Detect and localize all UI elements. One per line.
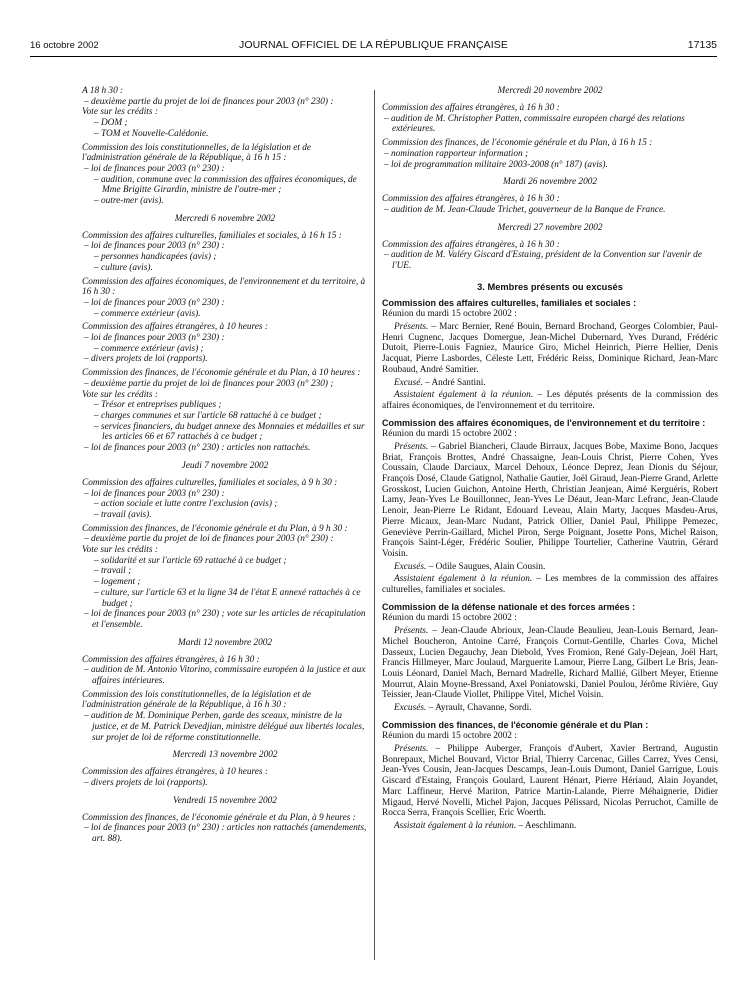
- agenda-line: – audition, commune avec la commission des affaires économiques, de Mme Brigitte Girardin, ministre de l'outre-mer ;: [94, 174, 357, 196]
- date-heading: Vendredi 15 novembre 2002: [173, 795, 277, 806]
- excused-list: – Odile Saugues, Alain Cousin.: [426, 561, 546, 572]
- excused-paragraph: [382, 378, 718, 389]
- agenda-line: – culture (avis).: [94, 262, 153, 273]
- present-list: – Gabriel Biancheri, Claude Birraux, Jacques Bobe, Maxime Bono, Jacques Briat, François Brottes, André Chassaigne, Jean-Louis Christ, Pierre Cohen, Yves Coussain, Claude Darciaux, Marcel Dehoux, Léonce Deprez, Jean Dionis du Séjour, François Dosé, Claude Gatignol, Nathalie Gautier, Joël Giraud, Jean-Pierre Grand, Arlette Grosskost, Lucien Guichon, Antoine Herth, Christian Jeanjean, Aimé Kerguéris, Robert Lamy, Jean-Yves Le Bouillonnec, Jean-Yves Le Déaut, Jean-Marc Lefranc, Jean-Claude Lenoir, Jean-Pierre Le Ridant, Edouard Leveau, Alain Marty, Jacques Masdeu-Arus, Pierre Micaux, Jean-Marc Nudant, Patrick Ollier, Daniel Paul, Philippe Pemezec, Geneviève Perrin-Gaillard, Michel Piron, Serge Poignant, Josette Pons, Michel Raison, François Saint-Léger, Frédéric Soulier, Philippe Tourtelier, Catherine Vautrin, Gérard Voisin.: [382, 441, 718, 559]
- meeting-date: Réunion du mardi 15 octobre 2002 :: [382, 731, 517, 742]
- present-paragraph: [382, 626, 718, 701]
- agenda-line: – loi de finances pour 2003 (n° 230) : articles non rattachés.: [84, 443, 311, 454]
- agenda-line: – commerce extérieur (avis) ;: [94, 343, 204, 354]
- journal-title: JOURNAL OFFICIEL DE LA RÉPUBLIQUE FRANÇAISE: [239, 39, 508, 51]
- agenda-line: Commission des finances, de l'économie générale et du Plan, à 9 h 30 :: [82, 523, 348, 534]
- committee-heading: Commission des finances, de l'économie générale et du Plan :: [382, 719, 649, 730]
- agenda-line: Commission des affaires culturelles, familiales et sociales, à 16 h 15 :: [82, 230, 342, 241]
- present-list: – Jean-Claude Abrioux, Jean-Claude Beaulieu, Jean-Louis Bernard, Jean-Michel Boucheron, Antoine Carré, François Cornut-Gentille, Charles Cova, Michel Dasseux, Lucien Degauchy, Jean Diebold, Yves Fromion, René Galy-Dejean, Joël Hart, Francis Hillmeyer, Marc Joulaud, Marguerite Lamour, Pierre Lang, Gilbert Le Bris, Jean-Louis Léonard, Daniel Mach, Bernard Madrelle, Richard Mallié, Gilbert Meyer, Etienne Mourrut, Alain Moyne-Bressand, Axel Poniatowski, Daniel Poulou, Jérôme Rivière, Guy Teissier, Jean-Claude Viollet, Philippe Vitel, Michel Voisin.: [382, 626, 718, 701]
- agenda-line: – audition de M. Valéry Giscard d'Estaing, président de la Convention sur l'avenir de l'UE.: [384, 250, 702, 272]
- committee-attendance: [382, 418, 718, 596]
- agenda-line: Commission des finances, de l'économie générale et du Plan, à 16 h 15 :: [382, 138, 653, 149]
- excused-paragraph: [382, 562, 718, 573]
- agenda-line: – services financiers, du budget annexe des Monnaies et médailles et sur les articles 66 et 67 rattachés à ce budget ;: [94, 421, 365, 443]
- agenda-line: Commission des affaires culturelles, familiales et sociales, à 9 h 30 :: [82, 477, 338, 488]
- agenda-line: – personnes handicapées (avis) ;: [94, 252, 217, 263]
- agenda-line: – action sociale et lutte contre l'exclusion (avis) ;: [94, 499, 278, 510]
- committee-heading: Commission des affaires économiques, de l'environnement et du territoire :: [382, 417, 706, 428]
- agenda-line: Vote sur les crédits :: [82, 389, 158, 400]
- present-list: – Philippe Auberger, François d'Aubert, Xavier Bertrand, Augustin Bonrepaux, Michel Bouvard, Victor Brial, Thierry Carcenac, Gilles Carrez, Yves Censi, Jean-Yves Cousin, Jean-Jacques Descamps, Jean-Louis Dumont, Daniel Garrigue, Louis Giscard d'Estaing, François Goulard, Laurent Hénart, Pierre Hériaud, Alain Joyandet, Marc Laffineur, Hervé Mariton, Patrice Martin-Lalande, Pierre Méhaignerie, Didier Migaud, Hervé Novelli, Michel Pajon, Jacques Pélissard, Nicolas Perruchot, Camille de Rocca Serra, François Scellier, Eric Woerth.: [382, 744, 718, 819]
- present-paragraph: [382, 744, 718, 819]
- agenda-line: – loi de programmation militaire 2003-2008 (n° 187) (avis).: [384, 159, 608, 170]
- agenda-line: – loi de finances pour 2003 (n° 230) :: [84, 488, 225, 499]
- date-heading: Mardi 26 novembre 2002: [502, 177, 598, 188]
- agenda-line: Commission des affaires étrangères, à 16 h 30 :: [382, 103, 560, 113]
- agenda-line: Commission des affaires étrangères, à 16 h 30 :: [82, 654, 260, 665]
- excused-label: Excusés.: [394, 703, 427, 714]
- agenda-line: – divers projets de loi (rapports).: [84, 777, 208, 788]
- agenda-line: – audition de M. Antonio Vitorino, commissaire européen à la justice et aux affaires intérieures.: [84, 665, 366, 687]
- agenda-line: – culture, sur l'article 63 et la ligne 34 de l'état E annexé rattachés à ce budget ;: [94, 587, 361, 609]
- also-present-paragraph: [382, 574, 718, 595]
- committee-attendance: [382, 298, 718, 412]
- present-label: Présents.: [394, 744, 429, 755]
- present-paragraph: [382, 322, 718, 376]
- agenda-line: A 18 h 30 :: [82, 86, 124, 96]
- page-number: 17135: [687, 39, 717, 51]
- excused-paragraph: [382, 703, 718, 714]
- date-heading: Mercredi 6 novembre 2002: [174, 213, 276, 224]
- agenda-line: – deuxième partie du projet de loi de finances pour 2003 (n° 230) ;: [84, 378, 334, 389]
- date-heading: Mercredi 27 novembre 2002: [497, 222, 603, 233]
- agenda-line: – logement ;: [94, 577, 141, 588]
- excused-label: Excusés.: [394, 561, 427, 572]
- date-heading: Mercredi 13 novembre 2002: [172, 750, 278, 761]
- meeting-date: Réunion du mardi 15 octobre 2002 :: [382, 309, 517, 320]
- agenda-line: – travail (avis).: [94, 509, 152, 520]
- present-label: Présents.: [394, 322, 429, 333]
- meeting-date: Réunion du mardi 15 octobre 2002 :: [382, 429, 517, 440]
- agenda-block: [82, 231, 368, 274]
- agenda-line: – commerce extérieur (avis).: [94, 308, 201, 319]
- agenda-line: – loi de finances pour 2003 (n° 230) :: [84, 163, 225, 174]
- agenda-line: Commission des finances, de l'économie générale et du Plan, à 9 heures :: [82, 812, 356, 823]
- committee-heading: Commission de la défense nationale et des forces armées :: [382, 601, 636, 612]
- agenda-block: [382, 194, 718, 215]
- agenda-line: Commission des affaires étrangères, à 16 h 30 :: [382, 239, 560, 250]
- agenda-line: – nomination rapporteur information ;: [384, 148, 529, 159]
- agenda-block: [82, 86, 368, 140]
- agenda-line: Vote sur les crédits :: [82, 545, 158, 556]
- also-present-paragraph: [382, 390, 718, 411]
- also-present-text: – Les députés présents de la commission des affaires économiques, de l'environnement et du territoire.: [382, 390, 719, 411]
- excused-list: – André Santini.: [422, 377, 486, 388]
- agenda-line: – charges communes et sur l'article 68 rattaché à ce budget ;: [94, 410, 322, 421]
- also-present-label: Assistaient également à la réunion.: [394, 390, 534, 401]
- agenda-line: Commission des affaires étrangères, à 10 heures :: [82, 322, 268, 333]
- date-heading: Jeudi 7 novembre 2002: [181, 460, 269, 471]
- agenda-line: – deuxième partie du projet de loi de finances pour 2003 (n° 230) :: [84, 534, 334, 545]
- page-header: [30, 38, 717, 57]
- agenda-line: – audition de M. Dominique Perben, garde des sceaux, ministre de la justice, et de M. Patrick Devedjian, ministre délégué aux libertés locales, sur projet de loi de réforme constitutionnelle.: [84, 711, 365, 743]
- agenda-block: [82, 767, 368, 788]
- left-column: [82, 86, 368, 848]
- date-heading: Mercredi 20 novembre 2002: [497, 86, 603, 96]
- also-present-text: – Aeschlimann.: [516, 820, 577, 831]
- agenda-block: [82, 368, 368, 454]
- agenda-line: – TOM et Nouvelle-Calédonie.: [94, 128, 209, 139]
- present-label: Présents.: [394, 441, 429, 452]
- agenda-line: – audition de M. Christopher Patten, commissaire européen chargé des relations extérieures.: [384, 113, 685, 135]
- agenda-block: [382, 138, 718, 170]
- agenda-block: [82, 655, 368, 687]
- section-title: 3. Membres présents ou excusés: [477, 281, 623, 292]
- header-date: 16 octobre 2002: [30, 40, 99, 51]
- committee-heading: Commission des affaires culturelles, familiales et sociales :: [382, 297, 637, 308]
- agenda-line: – DOM ;: [94, 118, 128, 129]
- agenda-line: Commission des affaires étrangères, à 10 heures :: [82, 767, 268, 778]
- agenda-line: – divers projets de loi (rapports).: [84, 354, 208, 365]
- agenda-line: Commission des lois constitutionnelles, de la législation et de l'administration générale de la République, à 16 h 30 :: [82, 689, 312, 711]
- agenda-block: [382, 103, 718, 135]
- agenda-line: – travail ;: [94, 566, 132, 577]
- present-list: – Marc Bernier, René Bouin, Bernard Brochand, Georges Colombier, Paul-Henri Cugnenc, Jacques Domergue, Jean-Michel Dubernard, Yves Durand, Frédéric Dutoit, Pierre-Louis Fagniez, Maurice Giro, Michel Heinrich, Pierre Hellier, Denis Jacquat, Pierre Lasbordes, Céleste Lett, Frédéric Reiss, Dominique Richard, Jean-Marc Roubaud, André Samitier.: [382, 322, 718, 375]
- agenda-line: – loi de finances pour 2003 (n° 230) :: [84, 297, 225, 308]
- agenda-block: [82, 478, 368, 521]
- committee-attendance: [382, 720, 718, 832]
- agenda-block: [82, 690, 368, 744]
- excused-label: Excusé.: [394, 377, 423, 388]
- agenda-line: Commission des lois constitutionnelles, de la législation et de l'administration générale de la République, à 16 h 15 :: [82, 142, 312, 164]
- agenda-block: [82, 524, 368, 631]
- agenda-block: [82, 143, 368, 207]
- agenda-line: – deuxième partie du projet de loi de finances pour 2003 (n° 230) :: [84, 96, 334, 107]
- present-paragraph: [382, 442, 718, 560]
- also-present-text: – Les membres de la commission des affaires culturelles, familiales et sociales.: [382, 574, 718, 596]
- right-column: [382, 86, 718, 834]
- column-divider: [374, 90, 375, 960]
- meeting-date: Réunion du mardi 15 octobre 2002 :: [382, 613, 517, 624]
- excused-list: – Ayrault, Chavanne, Sordi.: [426, 703, 532, 714]
- present-label: Présents.: [394, 626, 429, 637]
- agenda-line: – outre-mer (avis).: [94, 196, 164, 207]
- agenda-line: Commission des finances, de l'économie générale et du Plan, à 10 heures :: [82, 368, 361, 379]
- agenda-block: [82, 813, 368, 845]
- agenda-block: [82, 277, 368, 320]
- agenda-line: – loi de finances pour 2003 (n° 230) :: [84, 241, 225, 252]
- agenda-line: – loi de finances pour 2003 (n° 230) ; vote sur les articles de récapitulation et l'ensemble.: [84, 609, 366, 630]
- agenda-line: – loi de finances pour 2003 (n° 230) :: [84, 333, 225, 344]
- agenda-block: [82, 322, 368, 365]
- agenda-line: – audition de M. Jean-Claude Trichet, gouverneur de la Banque de France.: [384, 204, 666, 215]
- agenda-block: [382, 240, 718, 272]
- agenda-line: Commission des affaires économiques, de l'environnement et du territoire, à 16 h 30 :: [82, 276, 366, 298]
- also-present-label: Assistait également à la réunion.: [394, 820, 517, 831]
- date-heading: Mardi 12 novembre 2002: [177, 637, 273, 648]
- agenda-line: – loi de finances pour 2003 (n° 230) : articles non rattachés (amendements, art. 88).: [84, 823, 367, 845]
- agenda-line: – solidarité et sur l'article 69 rattaché à ce budget ;: [94, 555, 287, 566]
- also-present-paragraph: [382, 821, 718, 832]
- agenda-line: Commission des affaires étrangères, à 16 h 30 :: [382, 194, 560, 205]
- also-present-label: Assistaient également à la réunion.: [394, 574, 533, 585]
- agenda-line: Vote sur les crédits :: [82, 107, 158, 118]
- agenda-line: – Trésor et entreprises publiques ;: [94, 400, 222, 411]
- committee-attendance: [382, 602, 718, 714]
